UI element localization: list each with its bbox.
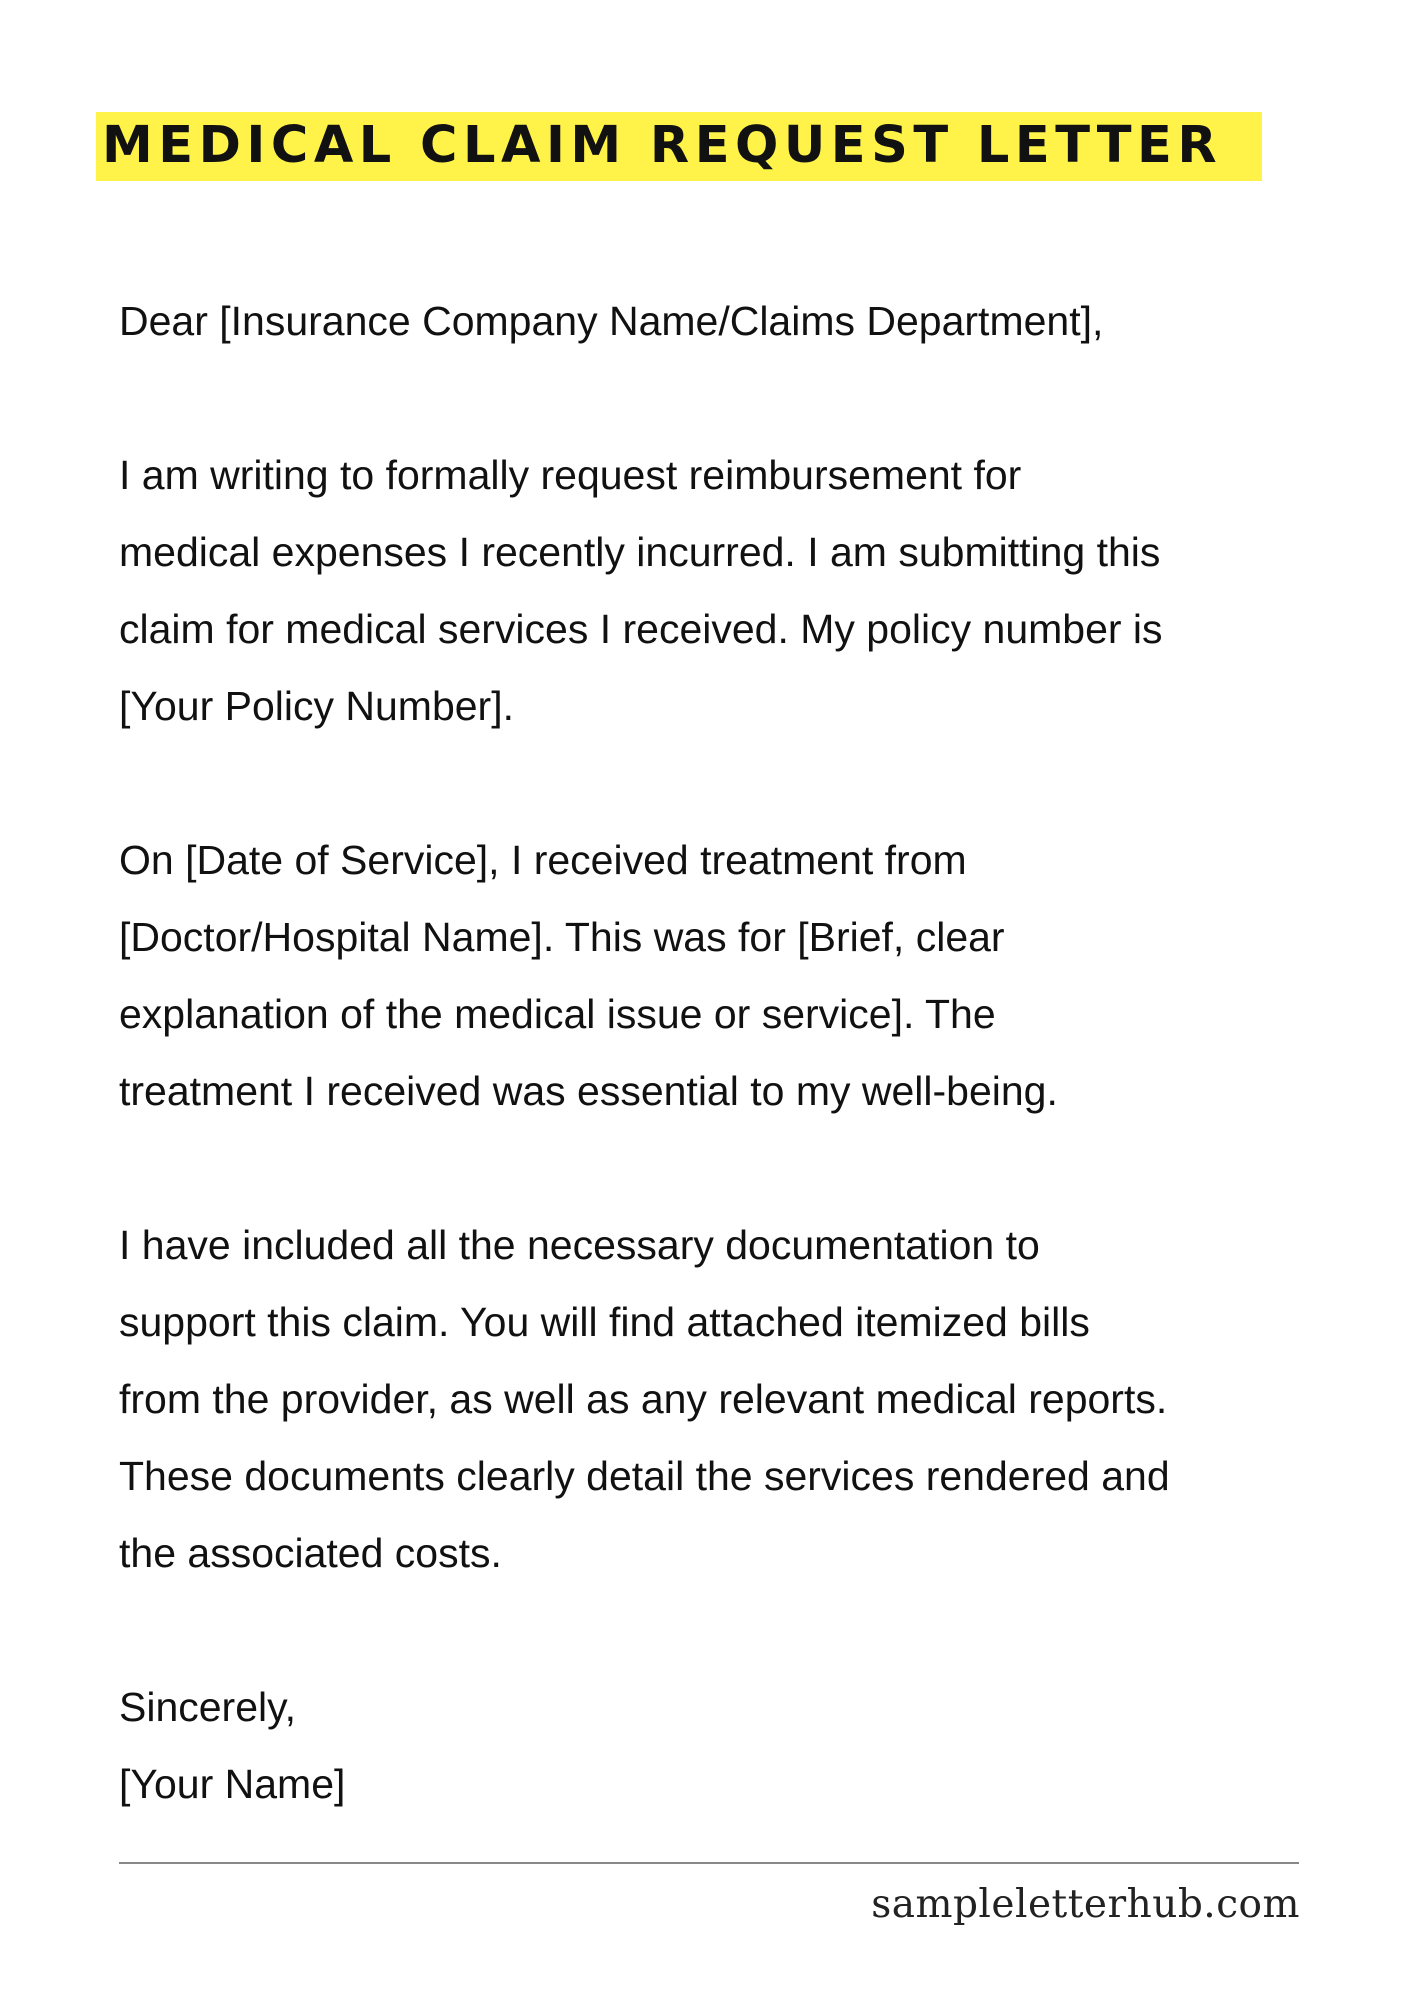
signature-name: [Your Name] (119, 1761, 346, 1807)
paragraph-line: the associated costs. (119, 1530, 502, 1576)
paragraph-line: from the provider, as well as any relevant medical reports. (119, 1376, 1168, 1422)
paragraph-treatment (119, 822, 1359, 1130)
paragraph-line: treatment I received was essential to my well-being. (119, 1068, 1058, 1114)
closing: Sincerely, (119, 1684, 296, 1730)
paragraph-line: I have included all the necessary documentation to (119, 1222, 1040, 1268)
paragraph-line: claim for medical services I received. My policy number is (119, 606, 1163, 652)
footer-site-name: sampleletterhub.com (871, 1882, 1300, 1927)
salutation: Dear [Insurance Company Name/Claims Department], (119, 298, 1104, 344)
letter-body (119, 283, 1359, 1823)
document-title: MEDICAL CLAIM REQUEST LETTER (102, 116, 1223, 175)
footer-divider (119, 1862, 1299, 1864)
paragraph-line: I am writing to formally request reimbursement for (119, 452, 1022, 498)
paragraph-line: These documents clearly detail the services rendered and (119, 1453, 1170, 1499)
paragraph-documentation (119, 1207, 1359, 1592)
paragraph-request (119, 437, 1359, 745)
paragraph-line: [Doctor/Hospital Name]. This was for [Brief, clear (119, 914, 1005, 960)
paragraph-line: medical expenses I recently incurred. I am submitting this (119, 529, 1161, 575)
paragraph-line: explanation of the medical issue or service]. The (119, 991, 996, 1037)
paragraph-line: On [Date of Service], I received treatment from (119, 837, 967, 883)
paragraph-line: [Your Policy Number]. (119, 683, 514, 729)
paragraph-line: support this claim. You will find attached itemized bills (119, 1299, 1090, 1345)
sign-off (119, 1669, 1359, 1823)
